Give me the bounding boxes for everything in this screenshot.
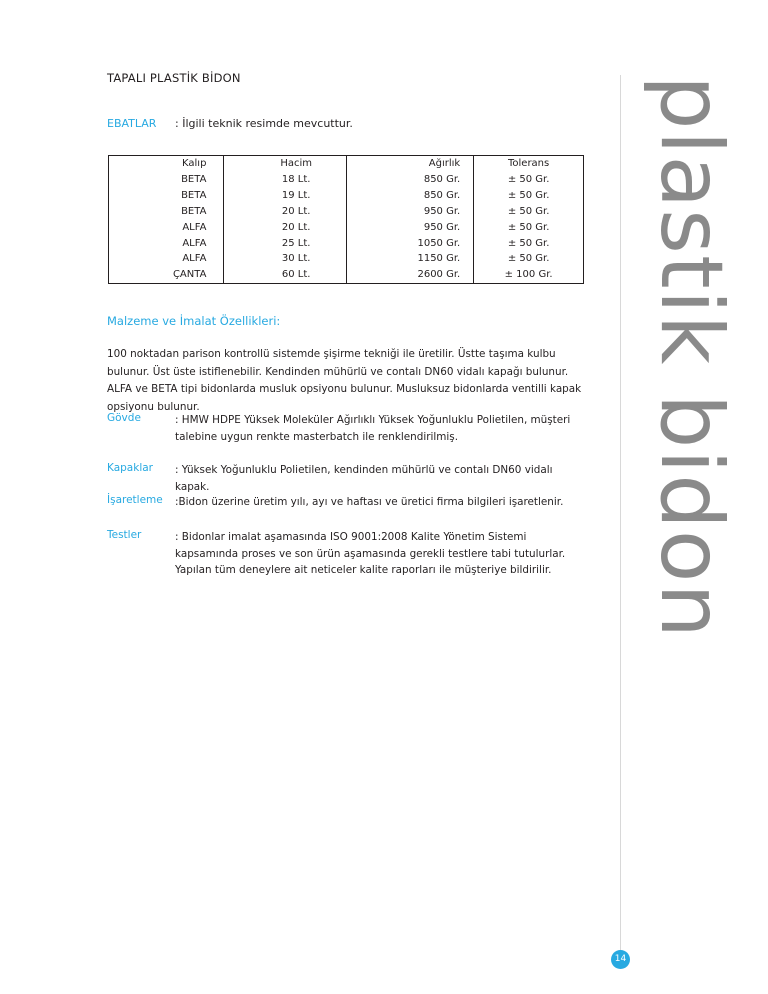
cell-hacim: 30 Lt. [224,251,347,267]
intro-paragraph: 100 noktadan parison kontrollü sistemde şişirme tekniği ile üretilir. Üstte taşıma kulbu bulunur. Üst üste istiflenebilir. Kendinden mühürlü ve contalı DN60 vidalı kapağı bulunur. ALFA ve BETA tipi bidonlarda musluk opsiyonu bulunur. Musluksuz bidonlarda ventilli kapak opsiyonu bulunur. [107,348,582,413]
cell-tolerans: ± 100 Gr. [474,267,584,283]
table-row [109,220,584,236]
table-row [109,267,584,283]
cell-kalip: ALFA [109,251,224,267]
cell-kalip: BETA [109,204,224,220]
cell-kalip: ÇANTA [109,267,224,283]
cell-tolerans: ± 50 Gr. [474,251,584,267]
ebatlar-text: : İlgili teknik resimde mevcuttur. [175,117,353,130]
cell-hacim: 25 Lt. [224,236,347,252]
table-header-row [109,156,584,172]
table-row [109,172,584,188]
cell-agirlik: 1150 Gr. [346,251,473,267]
prop-label-isaretleme: İşaretleme [107,494,163,506]
cell-agirlik: 1050 Gr. [346,236,473,252]
vertical-divider [620,75,621,950]
cell-hacim: 20 Lt. [224,204,347,220]
section-title: Malzeme ve İmalat Özellikleri: [107,314,281,328]
cell-kalip: ALFA [109,220,224,236]
page-title: TAPALI PLASTİK BİDON [107,71,241,85]
cell-tolerans: ± 50 Gr. [474,204,584,220]
cell-agirlik: 950 Gr. [346,220,473,236]
cell-hacim: 60 Lt. [224,267,347,283]
cell-agirlik: 950 Gr. [346,204,473,220]
header-tolerans: Tolerans [474,156,584,172]
prop-text-govde: : HMW HDPE Yüksek Moleküler Ağırlıklı Yüksek Yoğunluklu Polietilen, müşteri talebine uygun renkte masterbatch ile renklendirilmiş. [175,414,571,443]
cell-hacim: 18 Lt. [224,172,347,188]
cell-agirlik: 850 Gr. [346,188,473,204]
cell-tolerans: ± 50 Gr. [474,220,584,236]
size-table [108,155,584,284]
cell-kalip: BETA [109,172,224,188]
table-row [109,251,584,267]
side-vertical-title: plastik bidon [641,75,741,639]
prop-text-isaretleme: :Bidon üzerine üretim yılı, ayı ve haftası ve üretici firma bilgileri işaretlenir. [175,496,564,508]
page-number: 14 [611,950,630,969]
cell-tolerans: ± 50 Gr. [474,236,584,252]
header-agirlik: Ağırlık [346,156,473,172]
prop-label-govde: Gövde [107,412,141,424]
cell-hacim: 20 Lt. [224,220,347,236]
prop-label-kapaklar: Kapaklar [107,462,153,474]
cell-agirlik: 850 Gr. [346,172,473,188]
ebatlar-label: EBATLAR [107,117,157,130]
table-row [109,188,584,204]
cell-hacim: 19 Lt. [224,188,347,204]
cell-agirlik: 2600 Gr. [346,267,473,283]
cell-kalip: BETA [109,188,224,204]
cell-tolerans: ± 50 Gr. [474,188,584,204]
prop-text-testler: : Bidonlar imalat aşamasında ISO 9001:2008 Kalite Yönetim Sistemi kapsamında proses ve son ürün aşamasında gerekli testlere tabi tutulurlar. Yapılan tüm deneylere ait neticeler kalite raporları ile müşteriye bildirilir. [175,531,566,576]
prop-label-testler: Testler [107,529,142,541]
cell-tolerans: ± 50 Gr. [474,172,584,188]
header-hacim: Hacim [224,156,347,172]
prop-text-kapaklar: : Yüksek Yoğunluklu Polietilen, kendinden mühürlü ve contalı DN60 vidalı kapak. [175,464,553,493]
table-row [109,236,584,252]
header-kalip: Kalıp [109,156,224,172]
cell-kalip: ALFA [109,236,224,252]
table-row [109,204,584,220]
